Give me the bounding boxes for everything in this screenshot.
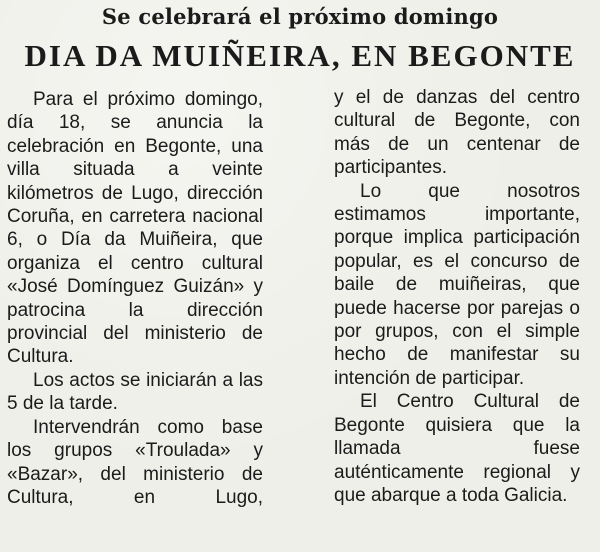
paragraph-3: Intervendrán como base los grupos «Troulada» y «Bazar», del ministerio de Cultura, en Lugo, (7, 416, 263, 508)
article-kicker: Se celebrará el próximo domingo (101, 4, 499, 29)
paragraph-1: Para el próximo domingo, día 18, se anuncia la celebración en Begonte, una villa situada a veinte kilómetros de Lugo, dirección Coruña, en carretera nacional 6, o Día da Muiñeira, que organiza el centro cultural «José Domínguez Guizán» y patrocina la dirección provincial del ministerio de Cultura. (7, 89, 263, 368)
paragraph-5: El Centro Cultural de Begonte quisiera que la llamada fuese auténticamente regional y que abarque a toda Galicia. (334, 391, 580, 506)
left-column (7, 88, 263, 509)
article-headline: DIA DA MUIÑEIRA, EN BEGONTE (24, 38, 576, 73)
paragraph-2: Los actos se iniciarán a las 5 de la tarde. (7, 369, 263, 415)
paragraph-3-continued: y el de danzas del centro cultural de Begonte, con más de un centenar de participantes. (334, 87, 580, 179)
right-column (334, 86, 580, 507)
column-gutter (296, 92, 297, 544)
paragraph-4: Lo que nosotros estimamos importante, porque implica participación popular, es el concurso de baile de muiñeiras, que puede hacerse por parejas o por grupos, con el simple hecho de manifestar su intención de participar. (334, 180, 580, 389)
